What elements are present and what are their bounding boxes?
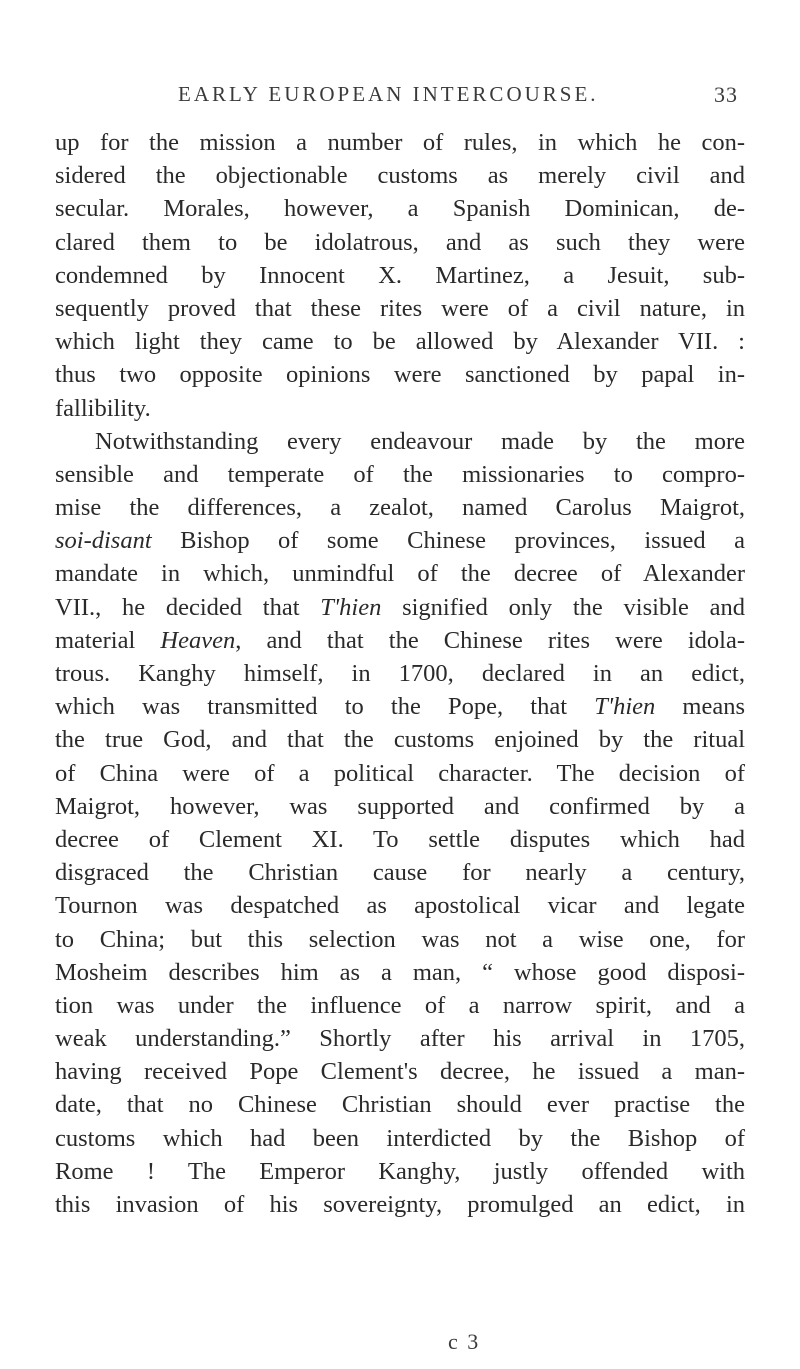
text-line: fallibility. [55,394,151,422]
text-line: this invasion of his sovereignty, promulged an edict, in [55,1191,745,1218]
text-fragment: Bishop of some Chinese provinces, issued a [151,527,745,555]
text-line [55,690,745,723]
text-line: customs which had been interdicted by the Bishop of [55,1124,745,1152]
text-fragment: material [55,626,161,654]
text-line: thus two opposite opinions were sanctioned by papal in- [55,361,745,389]
italic-term: soi-disant [55,527,152,555]
text-line: mandate in which, unmindful of the decree of Alexander [55,560,745,588]
italic-term: Heaven [160,626,236,654]
text-line: trous. Kanghy himself, in 1700, declared in an edict, [55,660,745,687]
text-line: tion was under the influence of a narrow spirit, and a [55,991,745,1019]
text-line: Tournon was despatched as apostolical vicar and legate [55,892,745,920]
text-line: which light they came to be allowed by Alexander VII. : [55,328,745,356]
text-line: weak understanding.” Shortly after his arrival in 1705, [55,1025,745,1053]
text-fragment: VII., he decided that [55,593,321,621]
text-line: to China; but this selection was not a wise one, for [55,925,745,953]
paragraph-start-line: Notwithstanding every endeavour made by the more [95,427,745,455]
text-line: condemned by Innocent X. Martinez, a Jesuit, sub- [55,261,745,289]
text-line: clared them to be idolatrous, and as such they were [55,228,745,256]
text-line: having received Pope Clement's decree, he issued a man- [55,1058,745,1086]
text-line: of China were of a political character. The decision of [55,759,745,787]
text-line: up for the mission a number of rules, in which he con- [55,129,745,156]
text-line: Rome ! The Emperor Kanghy, justly offended with [55,1157,745,1185]
text-line [55,524,745,557]
italic-term: T'hien [320,593,382,621]
running-head-title: EARLY EUROPEAN INTERCOURSE. [178,82,599,106]
text-line: Mosheim describes him as a man, “ whose good disposi- [55,958,745,986]
text-fragment: means [655,693,746,721]
text-fragment: signified only the visible and [381,593,745,621]
text-line: disgraced the Christian cause for nearly a century, [55,859,745,887]
text-line: the true God, and that the customs enjoined by the ritual [55,726,745,754]
text-line: mise the differences, a zealot, named Carolus Maigrot, [55,494,745,522]
text-line: Maigrot, however, was supported and confirmed by a [55,792,745,820]
italic-term: T'hien [594,693,656,721]
text-line: decree of Clement XI. To settle disputes which had [55,825,745,853]
text-line: sensible and temperate of the missionaries to compro- [55,460,745,488]
body-text [55,126,745,1221]
text-line [55,624,745,657]
signature-mark: c 3 [448,1329,481,1354]
text-fragment: which was transmitted to the Pope, that [55,693,595,721]
running-head [178,82,738,116]
text-line: sequently proved that these rites were of a civil nature, in [55,294,745,322]
text-line: sidered the objectionable customs as merely civil and [55,162,745,190]
text-fragment: , and that the Chinese rites were idola- [235,626,745,654]
text-line: secular. Morales, however, a Spanish Dominican, de- [55,195,745,223]
text-line: date, that no Chinese Christian should ever practise the [55,1091,745,1119]
text-line [55,591,745,624]
page-number: 33 [714,82,738,107]
